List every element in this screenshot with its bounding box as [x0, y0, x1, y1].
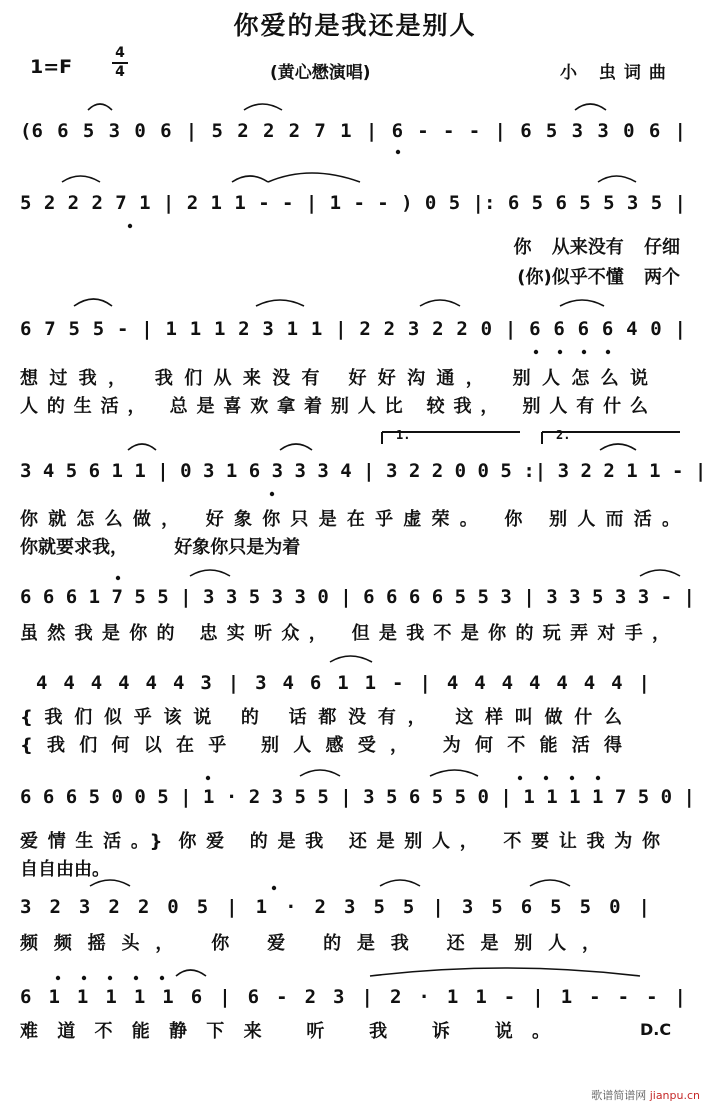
score-line-3-lyric-a: 想过我， 我们从来没有 好好沟通， 别人怎么说: [20, 368, 648, 389]
watermark-site: 歌谱简谱网: [591, 1089, 647, 1102]
da-capo-mark: D.C: [640, 1020, 672, 1039]
song-title: 你爱的是我还是别人: [233, 11, 477, 40]
meter-bottom: 4: [115, 64, 125, 80]
score-line-2-lyric-a: 你 从来没有 仔细: [513, 237, 680, 258]
score-line-1-notes: (6 6 5 3 0 6 | 5 2 2 2 7 1 | 6 - - - | 6 5 3 3 0 6 |: [20, 120, 686, 142]
score-line-8-lyric: 频频摇头， 你 爱 的是我 还是别人，: [20, 933, 600, 954]
score-line-4-notes: 3 4 5 6 1 1 | 0 3 1 6 3 3 3 4 | 3 2 2 0 0 5 :| 3 2 2 1 1 - |: [20, 460, 707, 482]
meter-top: 4: [115, 45, 125, 61]
score-line-4-lyric-a: 你就怎么做， 好象你只是在乎虚荣。 你 别人而活。: [20, 509, 680, 530]
composer-credit: 小 虫词曲: [560, 63, 674, 83]
time-signature: [112, 46, 128, 80]
key-signature: 1=F: [30, 56, 73, 78]
singer-credit: (黄心懋演唱): [270, 63, 371, 83]
score-line-5-notes: 6 6 6 1 7 5 5 | 3 3 5 3 3 0 | 6 6 6 6 5 5 3 | 3 3 5 3 3 - |: [20, 586, 695, 608]
score-line-2-lyric-b: (你)似乎不懂 两个: [517, 267, 680, 288]
volta-1-label: 1.: [396, 428, 411, 442]
score-line-2-notes: 5 2 2 2 7 1 | 2 1 1 - - | 1 - - ) 0 5 |: 6 5 6 5 5 3 5 |: [20, 192, 686, 214]
score-line-7-lyric-b: 自自由由。: [20, 859, 110, 880]
score-line-3-notes: 6 7 5 5 - | 1 1 1 2 3 1 1 | 2 2 3 2 2 0 | 6 6 6 6 4 0 |: [20, 318, 686, 340]
watermark: [591, 1087, 700, 1103]
volta-2-label: 2.: [556, 428, 571, 442]
score-line-9-notes: 6 1 1 1 1 1 6 | 6 - 2 3 | 2 · 1 1 - | 1 - - - |: [20, 986, 686, 1008]
score-line-3-lyric-b: 人的生活， 总是喜欢拿着别人比 较我， 别人有什么: [20, 396, 648, 417]
score-line-5-lyric: 虽然我是你的 忠实听众， 但是我不是你的玩弄对手，: [20, 623, 670, 644]
volta-brackets: [382, 432, 680, 444]
score-line-7-lyric-a: 爱情生活。} 你爱 的是我 还是别人， 不要让我为你: [20, 831, 660, 852]
score-line-6-notes: 4 4 4 4 4 4 3 | 3 4 6 1 1 - | 4 4 4 4 4 4 4 |: [36, 672, 650, 694]
score-line-7-notes: 6 6 6 5 0 0 5 | 1 · 2 3 5 5 | 3 5 6 5 5 0 | 1 1 1 1 7 5 0 |: [20, 786, 695, 808]
score-line-6-lyric-a: {我们似乎该说 的 话都没有， 这样叫做什么: [20, 707, 622, 728]
score-line-6-lyric-b: {我们何以在乎 别人感受， 为何不能活得: [20, 735, 622, 756]
score-line-4-lyric-b: 你就要求我， 好象你只是为着: [20, 537, 301, 558]
score-line-9-lyric: 难道不能静下来 听 我 诉 说。: [20, 1021, 550, 1042]
score-line-8-notes: 3 2 3 2 2 0 5 | 1 · 2 3 5 5 | 3 5 6 5 5 0 |: [20, 896, 650, 918]
watermark-url: jianpu.cn: [649, 1089, 700, 1102]
